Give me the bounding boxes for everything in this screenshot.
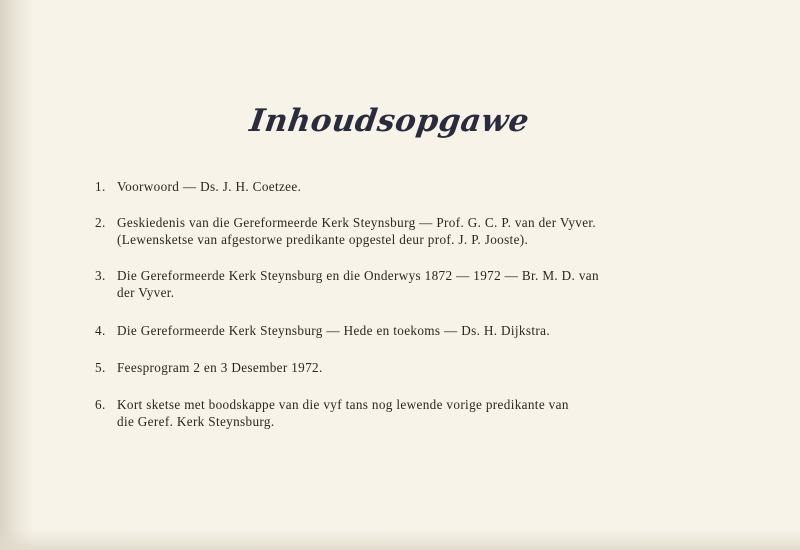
toc-item-number: 4.	[95, 323, 106, 338]
table-of-contents	[95, 178, 675, 430]
toc-item-6	[95, 396, 675, 430]
toc-item-5	[95, 359, 675, 376]
toc-item-number: 5.	[95, 360, 106, 375]
toc-item-text-continued: (Lewensketse van afgestorwe predikante opgestel deur prof. J. P. Jooste).	[117, 232, 529, 247]
toc-item-text: Kort sketse met boodskappe van die vyf tans nog lewende vorige predikante van	[117, 397, 569, 412]
page-title: Inhoudsopgawe	[247, 102, 532, 139]
toc-item-text: Voorwoord — Ds. J. H. Coetzee.	[117, 179, 302, 194]
toc-item-2	[95, 214, 675, 248]
toc-item-3	[95, 267, 675, 301]
toc-item-number: 6.	[95, 397, 106, 412]
toc-item-text: Die Gereformeerde Kerk Steynsburg en die Onderwys 1872 — 1972 — Br. M. D. van	[117, 268, 599, 283]
toc-item-1	[95, 178, 675, 195]
page-gutter-shadow	[0, 0, 34, 550]
toc-item-text-continued: die Geref. Kerk Steynsburg.	[117, 414, 275, 429]
toc-item-text: Feesprogram 2 en 3 Desember 1972.	[117, 360, 323, 375]
toc-item-number: 3.	[95, 268, 106, 283]
toc-item-number: 2.	[95, 215, 106, 230]
toc-item-4	[95, 322, 675, 339]
page-bottom-shadow	[0, 530, 800, 550]
toc-item-text: Geskiedenis van die Gereformeerde Kerk Steynsburg — Prof. G. C. P. van der Vyver.	[117, 215, 597, 230]
toc-item-text-continued: der Vyver.	[117, 285, 175, 300]
toc-item-text: Die Gereformeerde Kerk Steynsburg — Hede en toekoms — Ds. H. Dijkstra.	[117, 323, 550, 338]
toc-item-number: 1.	[95, 179, 106, 194]
